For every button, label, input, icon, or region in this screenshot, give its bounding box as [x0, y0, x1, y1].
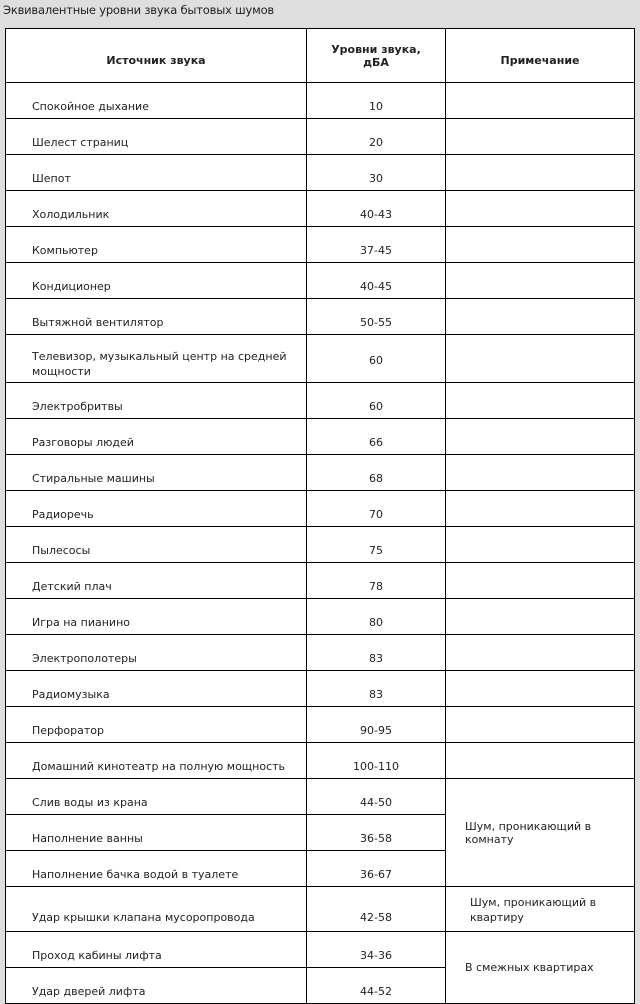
source-cell: Шелест страниц	[6, 119, 307, 155]
note-cell	[446, 335, 635, 383]
table-row	[6, 191, 635, 227]
level-cell: 34-36	[307, 932, 446, 968]
note-cell	[446, 707, 635, 743]
level-cell: 60	[307, 335, 446, 383]
source-cell: Пылесосы	[6, 527, 307, 563]
note-apartment-line1: Шум, проникающий в	[470, 896, 597, 909]
source-cell: Спокойное дыхание	[6, 83, 307, 119]
table-row	[6, 563, 635, 599]
note-cell	[446, 671, 635, 707]
header-level-line2: дБА	[363, 55, 389, 69]
level-cell: 20	[307, 119, 446, 155]
table-row	[6, 455, 635, 491]
level-cell: 75	[307, 527, 446, 563]
source-cell: Домашний кинотеатр на полную мощность	[6, 743, 307, 779]
note-cell	[446, 419, 635, 455]
note-cell	[446, 299, 635, 335]
source-cell: Холодильник	[6, 191, 307, 227]
source-cell: Кондиционер	[6, 263, 307, 299]
level-cell: 83	[307, 635, 446, 671]
note-cell	[446, 119, 635, 155]
table-row	[6, 635, 635, 671]
source-cell: Радиоречь	[6, 491, 307, 527]
note-cell	[446, 599, 635, 635]
table-row	[6, 743, 635, 779]
level-cell: 83	[307, 671, 446, 707]
note-apartment-line2: квартиру	[470, 911, 524, 924]
note-cell	[446, 383, 635, 419]
source-cell: Перфоратор	[6, 707, 307, 743]
table-row	[6, 491, 635, 527]
table-row	[6, 263, 635, 299]
source-cell: Разговоры людей	[6, 419, 307, 455]
level-cell: 10	[307, 83, 446, 119]
table-row	[6, 671, 635, 707]
source-cell: Электробритвы	[6, 383, 307, 419]
table-row	[6, 383, 635, 419]
source-cell: Детский плач	[6, 563, 307, 599]
source-cell: Удар крышки клапана мусоропровода	[6, 887, 307, 932]
table-row	[6, 227, 635, 263]
table-row	[6, 119, 635, 155]
table-row	[6, 779, 635, 815]
table-row	[6, 299, 635, 335]
table-row	[6, 527, 635, 563]
table-header-row	[6, 29, 635, 83]
table-row	[6, 335, 635, 383]
header-source: Источник звука	[6, 29, 307, 83]
source-cell: Игра на пианино	[6, 599, 307, 635]
level-cell: 40-43	[307, 191, 446, 227]
source-cell: Шепот	[6, 155, 307, 191]
level-cell: 37-45	[307, 227, 446, 263]
note-cell	[446, 263, 635, 299]
note-cell	[446, 155, 635, 191]
source-line1: Телевизор, музыкальный центр на средней	[32, 350, 287, 363]
level-cell: 44-52	[307, 968, 446, 1004]
table-row	[6, 707, 635, 743]
level-cell: 50-55	[307, 299, 446, 335]
level-cell: 30	[307, 155, 446, 191]
level-cell: 78	[307, 563, 446, 599]
page-title: Эквивалентные уровни звука бытовых шумов	[3, 3, 274, 17]
level-cell: 44-50	[307, 779, 446, 815]
note-cell	[446, 455, 635, 491]
source-cell: Вытяжной вентилятор	[6, 299, 307, 335]
table-row	[6, 887, 635, 932]
source-cell: Компьютер	[6, 227, 307, 263]
source-cell	[6, 335, 307, 383]
level-cell: 42-58	[307, 887, 446, 932]
level-cell: 66	[307, 419, 446, 455]
source-cell: Электрополотеры	[6, 635, 307, 671]
source-cell: Стиральные машины	[6, 455, 307, 491]
level-cell: 100-110	[307, 743, 446, 779]
source-cell: Слив воды из крана	[6, 779, 307, 815]
header-note: Примечание	[446, 29, 635, 83]
header-level-line1: Уровни звука,	[331, 42, 421, 56]
level-cell: 68	[307, 455, 446, 491]
header-level	[307, 29, 446, 83]
note-cell	[446, 191, 635, 227]
note-cell-apartment	[446, 887, 635, 932]
source-cell: Удар дверей лифта	[6, 968, 307, 1004]
note-cell	[446, 635, 635, 671]
table-row	[6, 599, 635, 635]
table-row	[6, 419, 635, 455]
note-cell	[446, 527, 635, 563]
note-cell	[446, 743, 635, 779]
level-cell: 60	[307, 383, 446, 419]
level-cell: 36-67	[307, 851, 446, 887]
source-cell: Радиомузыка	[6, 671, 307, 707]
source-cell: Наполнение ванны	[6, 815, 307, 851]
source-line2: мощности	[32, 365, 91, 378]
note-cell-adjacent: В смежных квартирах	[446, 932, 635, 1004]
note-cell	[446, 491, 635, 527]
note-cell-room: Шум, проникающий в комнату	[446, 779, 635, 887]
note-cell	[446, 227, 635, 263]
table-row	[6, 932, 635, 968]
source-cell: Наполнение бачка водой в туалете	[6, 851, 307, 887]
table-row	[6, 155, 635, 191]
note-cell	[446, 563, 635, 599]
level-cell: 90-95	[307, 707, 446, 743]
level-cell: 80	[307, 599, 446, 635]
source-cell: Проход кабины лифта	[6, 932, 307, 968]
level-cell: 70	[307, 491, 446, 527]
note-cell	[446, 83, 635, 119]
noise-levels-table	[5, 28, 635, 1004]
table-row	[6, 83, 635, 119]
level-cell: 36-58	[307, 815, 446, 851]
level-cell: 40-45	[307, 263, 446, 299]
